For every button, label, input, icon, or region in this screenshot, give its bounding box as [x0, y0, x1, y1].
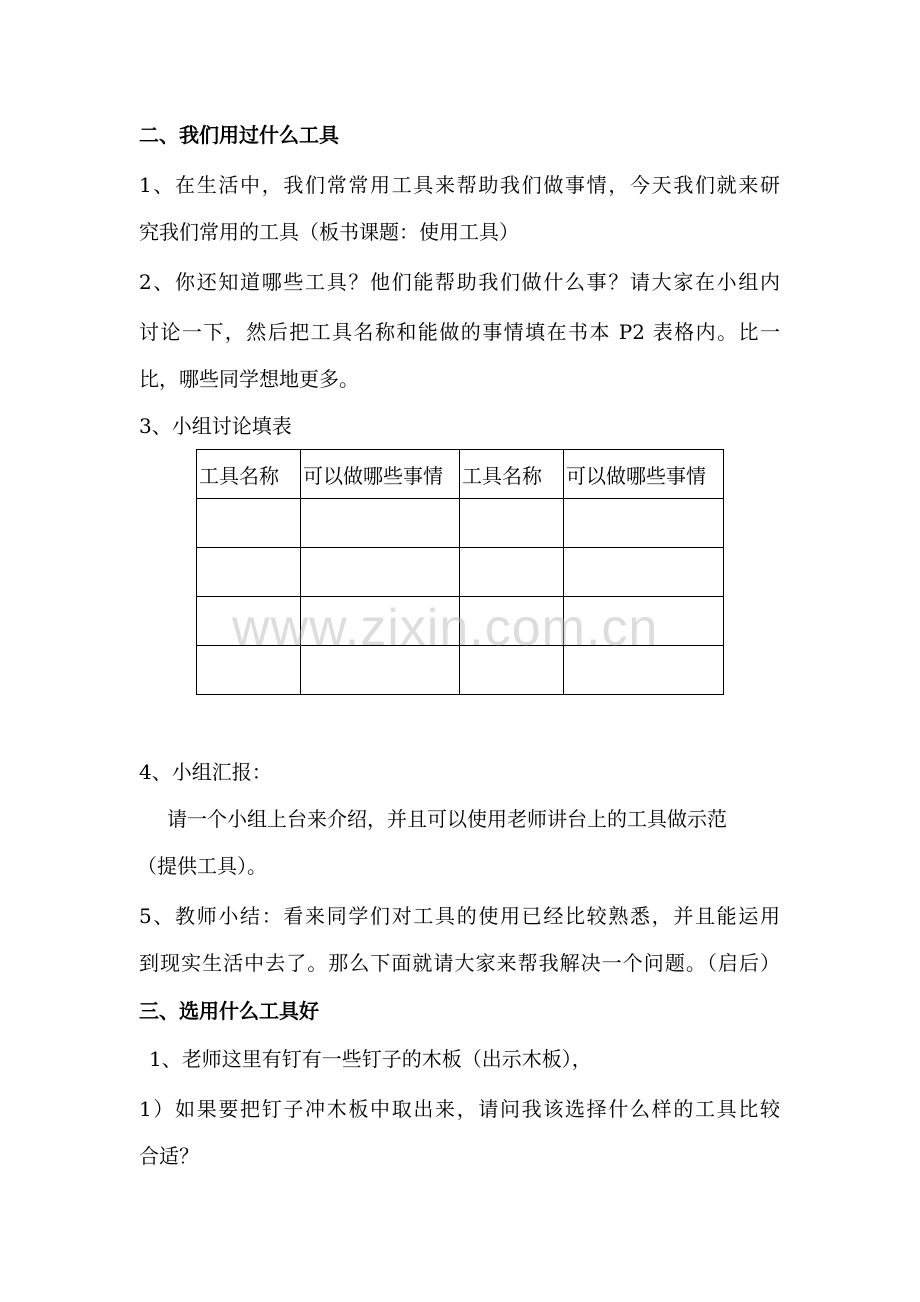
table-cell: [460, 597, 564, 646]
table-cell: [564, 597, 724, 646]
section2-item3: 3、小组讨论填表: [139, 414, 292, 438]
table-row: [197, 548, 724, 597]
table-row: [197, 597, 724, 646]
table-header-cell: 可以做哪些事情: [301, 450, 460, 499]
table-cell: [301, 646, 460, 695]
table-cell: [197, 646, 301, 695]
section2-item2-line1: 2、你还知道哪些工具？他们能帮助我们做什么事？请大家在小组内: [139, 270, 780, 294]
table-cell: [197, 499, 301, 548]
section2-item2-line2: 讨论一下，然后把工具名称和能做的事情填在书本 P2 表格内。比一: [139, 320, 780, 344]
table-cell: [564, 548, 724, 597]
table-row: [197, 499, 724, 548]
section3-sub1-line2: 合适？: [139, 1144, 199, 1168]
table-header-row: [197, 450, 724, 499]
table-cell: [564, 646, 724, 695]
item4-body-line1: 请一个小组上台来介绍，并且可以使用老师讲台上的工具做示范: [167, 807, 727, 831]
table-cell: [301, 597, 460, 646]
table-header-cell: 工具名称: [460, 450, 564, 499]
table-cell: [460, 646, 564, 695]
section3-sub1-line1: 1）如果要把钉子冲木板中取出来，请问我该选择什么样的工具比较: [139, 1097, 780, 1121]
table-header-cell: 工具名称: [197, 450, 301, 499]
item4-body-line2: （提供工具）。: [137, 854, 267, 878]
table-cell: [197, 597, 301, 646]
table-cell: [564, 499, 724, 548]
table-header-cell: 可以做哪些事情: [564, 450, 724, 499]
item5-line1: 5、教师小结：看来同学们对工具的使用已经比较熟悉，并且能运用: [139, 904, 780, 928]
section2-heading: 二、我们用过什么工具: [139, 123, 339, 147]
section2-item1-line1: 1、在生活中，我们常常用工具来帮助我们做事情，今天我们就来研: [139, 173, 780, 197]
table-cell: [301, 499, 460, 548]
item4-label: 4、小组汇报：: [139, 760, 272, 784]
section2-item1-line2: 究我们常用的工具（板书课题：使用工具）: [139, 220, 519, 244]
watermark: www.zixin.com.cn: [232, 599, 659, 657]
section2-item2-line3: 比，哪些同学想地更多。: [139, 367, 359, 391]
table-row: [197, 646, 724, 695]
table-cell: [301, 548, 460, 597]
tools-table: [196, 449, 724, 695]
item5-line2: 到现实生活中去了。那么下面就请大家来帮我解决一个问题。（启后）: [139, 951, 780, 975]
section3-item1: 1、老师这里有钉有一些钉子的木板（出示木板），: [149, 1047, 592, 1071]
table-cell: [460, 548, 564, 597]
table-cell: [197, 548, 301, 597]
section3-heading: 三、选用什么工具好: [139, 999, 319, 1023]
table-cell: [460, 499, 564, 548]
